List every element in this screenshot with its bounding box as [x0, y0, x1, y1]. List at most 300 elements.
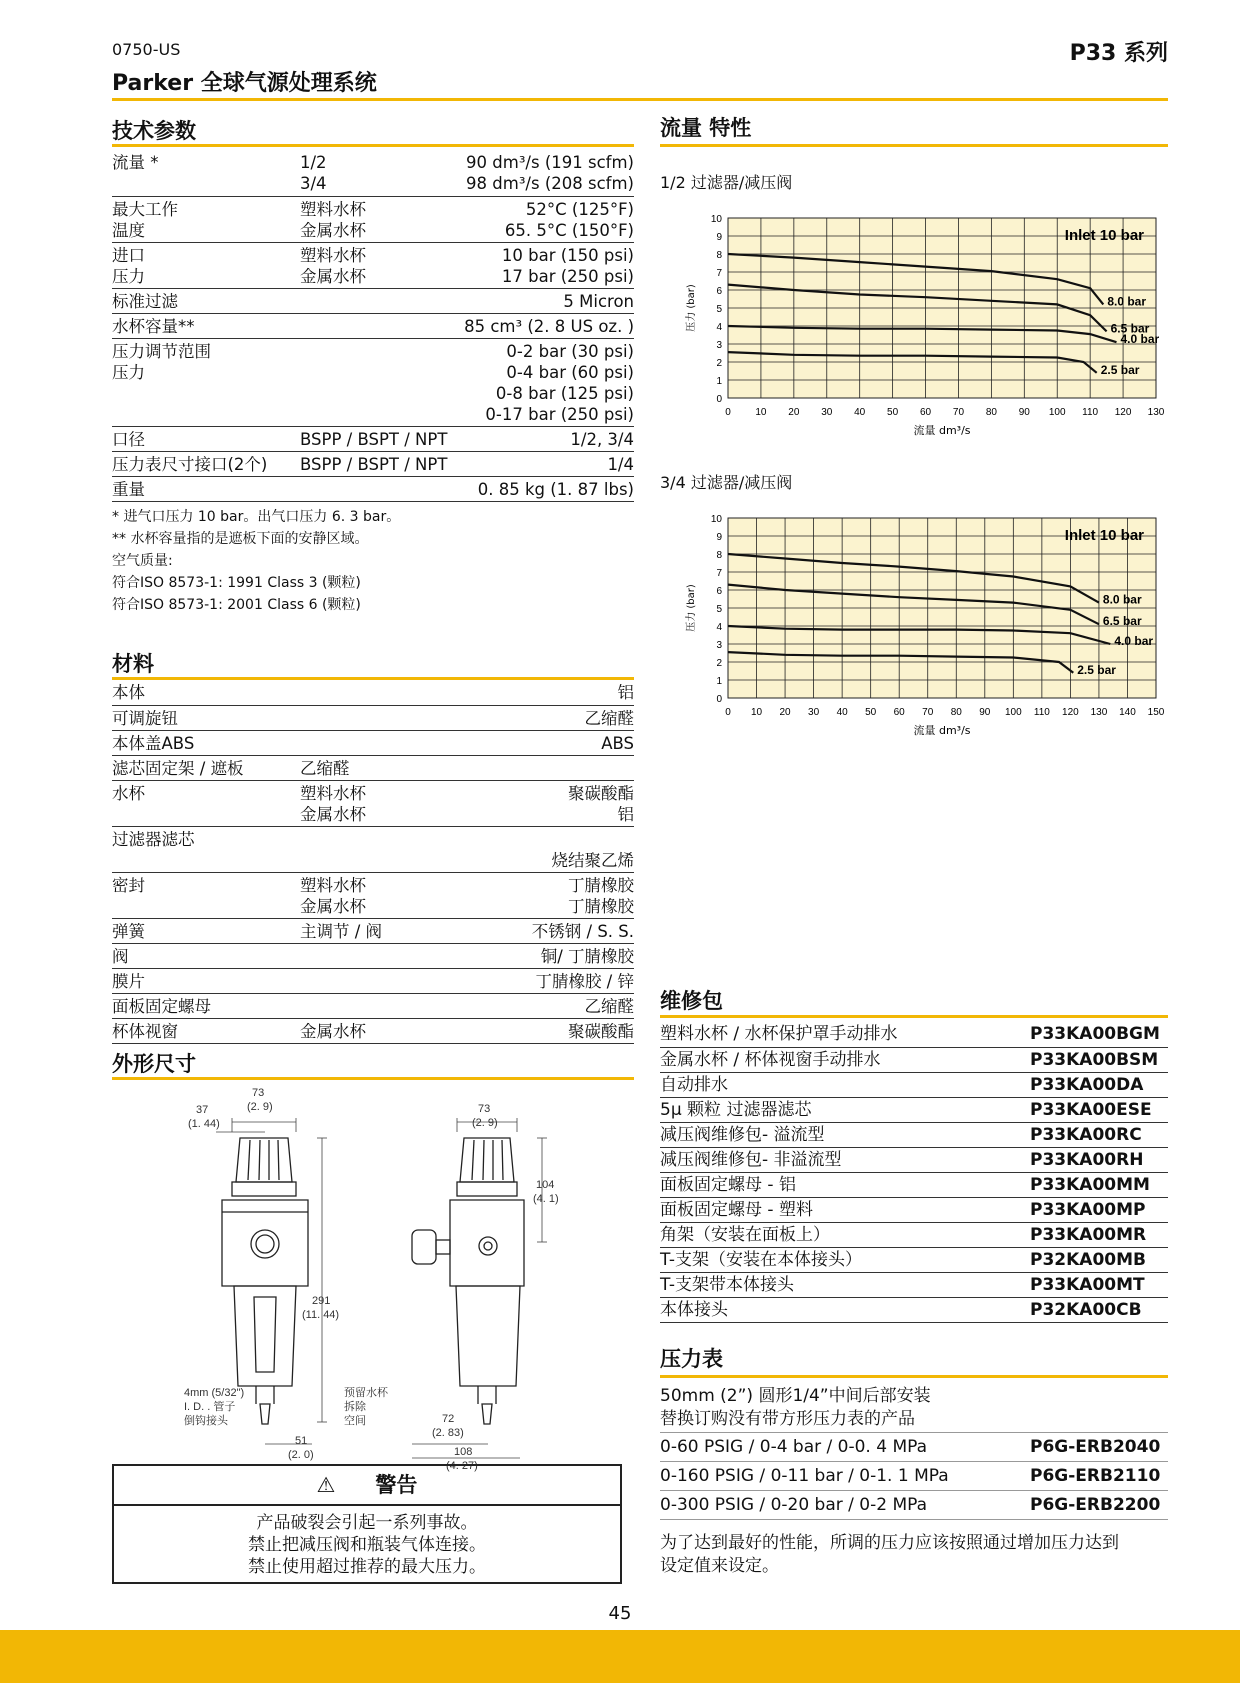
materials-row: [112, 993, 634, 1018]
removal-label-1: 预留水杯: [344, 1387, 388, 1399]
y-tick-label: 7: [716, 568, 722, 579]
kit-name: 塑料水杯 / 水杯保护罩手动排水: [660, 1024, 898, 1044]
materials-c1: [112, 708, 178, 729]
kit-code: P32KA00MB: [1030, 1250, 1146, 1270]
materials-c1: [112, 829, 195, 871]
materials-c2: [300, 875, 366, 917]
materials-cell-text: 弹簧: [112, 922, 145, 941]
warning-title: 警告: [375, 1473, 418, 1497]
dim-72-in: (2. 83): [432, 1427, 464, 1439]
warning-line: 禁止使用超过推荐的最大压力。: [248, 1557, 486, 1577]
gauges-desc-1: 50mm (2”) 圆形1/4”中间后部安装: [660, 1386, 931, 1406]
materials-cell-text: 金属水杯: [300, 805, 366, 824]
specs-c1: [112, 454, 267, 475]
dim-73-front-in: (2. 9): [247, 1101, 273, 1113]
specs-row: [112, 150, 634, 196]
gauge-row: [660, 1490, 1168, 1519]
y-axis-label: 压力 (bar): [686, 284, 697, 332]
x-tick-label: 30: [821, 407, 833, 418]
materials-cell-text: 金属水杯: [300, 897, 366, 916]
y-tick-label: 10: [710, 214, 722, 225]
specs-cell-text: BSPP / BSPT / NPT: [300, 430, 448, 449]
materials-c2: [300, 758, 350, 779]
kit-row: [660, 1297, 1168, 1322]
y-tick-label: 3: [716, 640, 722, 651]
dim-37: 37: [196, 1104, 209, 1116]
specs-c1: [112, 199, 178, 241]
materials-c3: [112, 875, 634, 917]
kit-code: P33KA00BGM: [1030, 1024, 1160, 1044]
specs-c1: [112, 479, 145, 500]
specs-cell-text: 1/2: [300, 153, 327, 172]
specs-cell-text: 压力表尺寸接口(2个): [112, 455, 268, 474]
series-label: 2.5 bar: [1100, 362, 1140, 377]
removal-label-3: 空间: [344, 1415, 366, 1427]
y-tick-label: 5: [716, 604, 722, 615]
materials-c2: [300, 1021, 366, 1042]
kits-table: [660, 1022, 1168, 1323]
series-label: 2.5 bar: [1077, 662, 1116, 677]
x-tick-label: 90: [1018, 407, 1030, 418]
specs-cell-text: 0-8 bar (125 psi): [495, 384, 634, 403]
flow-chart-three-quarter-inch: [660, 510, 1168, 750]
footer-bar: [0, 1630, 1240, 1683]
specs-cell-text: 0-4 bar (60 psi): [506, 363, 634, 382]
kit-code: P33KA00MR: [1030, 1225, 1147, 1245]
materials-cell-text: 烧结聚乙烯: [551, 851, 634, 870]
specs-c3: [112, 199, 634, 241]
materials-cell-text: ABS: [601, 734, 634, 753]
materials-row: [112, 730, 634, 755]
materials-cell-text: 杯体视窗: [112, 1022, 178, 1041]
x-tick-label: 100: [1048, 407, 1066, 418]
materials-cell-text: 聚碳酸酯: [568, 784, 634, 803]
gauge-range: 0-160 PSIG / 0-11 bar / 0-1. 1 MPa: [660, 1466, 949, 1486]
materials-row: [112, 780, 634, 826]
materials-cell-text: 塑料水杯: [300, 784, 366, 803]
specs-c3: [112, 479, 634, 500]
series-label: 6.5 bar: [1110, 321, 1150, 336]
specs-cell-text: 1/4: [607, 455, 634, 474]
x-tick-label: 150: [1147, 707, 1165, 718]
y-axis-label: 压力 (bar): [686, 584, 697, 632]
specs-c2: [300, 152, 327, 194]
materials-cell-text: 铜/ 丁腈橡胶: [540, 947, 634, 966]
materials-c1: [112, 971, 145, 992]
specs-cell-text: 1/2, 3/4: [570, 430, 634, 449]
kit-row: [660, 1047, 1168, 1072]
series-title: P33 系列: [1069, 41, 1168, 66]
specs-c3: [112, 152, 634, 194]
y-tick-label: 2: [716, 658, 722, 669]
materials-cell-text: 铝: [617, 683, 634, 702]
materials-cell-text: 密封: [112, 876, 145, 895]
kit-name: 本体接头: [660, 1300, 728, 1320]
materials-cell-text: 可调旋钮: [112, 709, 178, 728]
specs-cell-text: 98 dm³/s (208 scfm): [466, 174, 634, 193]
x-tick-label: 90: [979, 707, 991, 718]
warning-line: 禁止把减压阀和瓶装气体连接。: [248, 1535, 486, 1555]
kit-code: P33KA00RH: [1030, 1150, 1144, 1170]
specs-bottom-rule: [112, 501, 634, 502]
x-tick-label: 50: [865, 707, 877, 718]
gauges-footnote-1: 为了达到最好的性能，所调的压力应该按照通过增加压力达到: [660, 1533, 1119, 1553]
specs-cell-text: 85 cm³ (2. 8 US oz. ): [464, 317, 634, 336]
gauge-row: [660, 1461, 1168, 1490]
kit-name: 自动排水: [660, 1075, 728, 1095]
y-tick-label: 0: [716, 694, 722, 705]
kit-row: [660, 1122, 1168, 1147]
kits-bottom-rule: [660, 1322, 1168, 1323]
kit-code: P33KA00BSM: [1030, 1050, 1159, 1070]
x-tick-label: 70: [952, 407, 965, 418]
dim-73-side-in: (2. 9): [472, 1117, 498, 1129]
specs-cell-text: 17 bar (250 psi): [501, 267, 634, 286]
dim-72: 72: [442, 1413, 455, 1425]
materials-title: 材料: [112, 652, 154, 676]
specs-cell-text: 塑料水杯: [300, 246, 366, 265]
materials-cell-text: 过滤器滤芯: [112, 830, 195, 849]
specs-cell-text: 压力调节范围: [112, 342, 211, 361]
dim-51: 51: [295, 1435, 308, 1447]
specs-cell-text: 0-2 bar (30 psi): [506, 342, 634, 361]
y-tick-label: 6: [716, 586, 722, 597]
gauges-desc-2: 替换订购没有带方形压力表的产品: [660, 1409, 915, 1429]
document-code: 0750-US: [112, 40, 181, 59]
y-tick-label: 0: [716, 394, 722, 405]
specs-cell-text: 金属水杯: [300, 221, 366, 240]
specs-title: 技术参数: [112, 119, 196, 143]
y-tick-label: 7: [716, 268, 722, 279]
specs-cell-text: 最大工作: [112, 200, 178, 219]
warning-header: [114, 1466, 620, 1506]
dimension-drawing: [112, 1082, 632, 1472]
chart2-title: 3/4 过滤器/减压阀: [660, 473, 793, 492]
dim-104-in: (4. 1): [533, 1193, 559, 1205]
materials-cell-text: 乙缩醛: [584, 709, 634, 728]
kit-row: [660, 1147, 1168, 1172]
materials-cell-text: 塑料水杯: [300, 876, 366, 895]
specs-c1: [112, 291, 178, 312]
materials-c2: [300, 921, 382, 942]
materials-cell-text: 膜片: [112, 972, 145, 991]
x-tick-label: 130: [1147, 407, 1165, 418]
x-tick-label: 30: [808, 707, 820, 718]
materials-cell-text: 丁腈橡胶 / 锌: [535, 972, 634, 991]
kit-name: 减压阀维修包- 非溢流型: [660, 1150, 842, 1170]
specs-row: [112, 451, 634, 476]
x-tick-label: 40: [836, 707, 848, 718]
dim-73-front: 73: [252, 1087, 265, 1099]
materials-c1: [112, 946, 129, 967]
materials-row: [112, 680, 634, 705]
specs-row: [112, 196, 634, 242]
gauges-footnote-2: 设定值来设定。: [660, 1556, 779, 1576]
x-tick-label: 140: [1119, 707, 1136, 718]
specs-row: [112, 476, 634, 501]
specs-note: 空气质量:: [112, 553, 173, 569]
specs-cell-text: 5 Micron: [563, 292, 634, 311]
warning-line: 产品破裂会引起一系列事故。: [256, 1513, 478, 1533]
specs-c1: [112, 429, 145, 450]
specs-c1: [112, 341, 211, 383]
kit-row: [660, 1172, 1168, 1197]
materials-row: [112, 872, 634, 918]
materials-cell-text: 聚碳酸酯: [568, 1022, 634, 1041]
materials-cell-text: 丁腈橡胶: [568, 897, 634, 916]
materials-c2: [300, 783, 366, 825]
gauge-code: P6G-ERB2040: [1030, 1437, 1161, 1457]
materials-c3: [112, 971, 634, 992]
x-tick-label: 80: [985, 407, 997, 418]
kit-name: 面板固定螺母 - 铝: [660, 1175, 796, 1195]
y-tick-label: 4: [716, 322, 722, 333]
kit-row: [660, 1022, 1168, 1047]
materials-c3: [112, 783, 634, 825]
specs-cell-text: 温度: [112, 221, 145, 240]
gauge-code: P6G-ERB2110: [1030, 1466, 1161, 1486]
removal-label-2: 拆除: [344, 1401, 366, 1413]
specs-cell-text: 金属水杯: [300, 267, 366, 286]
kit-code: P33KA00MT: [1030, 1275, 1145, 1295]
specs-c2: [300, 245, 366, 287]
y-tick-label: 9: [716, 232, 722, 243]
kit-code: P32KA00CB: [1030, 1300, 1142, 1320]
x-tick-label: 20: [788, 407, 800, 418]
materials-c1: [112, 682, 145, 703]
materials-row: [112, 943, 634, 968]
x-tick-label: 80: [950, 707, 962, 718]
dim-73-side: 73: [478, 1103, 491, 1115]
series-label: 4.0 bar: [1120, 332, 1160, 347]
y-tick-label: 9: [716, 532, 722, 543]
gauges-table: [660, 1432, 1168, 1520]
warning-triangle-icon: ⚠: [316, 1473, 336, 1497]
specs-cell-text: 压力: [112, 267, 145, 286]
gauge-range: 0-300 PSIG / 0-20 bar / 0-2 MPa: [660, 1495, 928, 1515]
materials-cell-text: 不锈钢 / S. S.: [531, 922, 634, 941]
kit-code: P33KA00ESE: [1030, 1100, 1152, 1120]
dim-104: 104: [536, 1179, 555, 1191]
materials-c1: [112, 733, 194, 754]
barb-label-1: 4mm (5/32"): [184, 1387, 245, 1399]
specs-cell-text: 水杯容量**: [112, 317, 195, 336]
x-tick-label: 120: [1062, 707, 1079, 718]
materials-bottom-rule: [112, 1043, 634, 1044]
y-tick-label: 4: [716, 622, 722, 633]
kits-rule: [660, 1015, 1168, 1018]
kit-row: [660, 1272, 1168, 1297]
specs-cell-text: 标准过滤: [112, 292, 178, 311]
kit-row: [660, 1222, 1168, 1247]
materials-c1: [112, 921, 145, 942]
x-tick-label: 10: [755, 407, 767, 418]
materials-c1: [112, 783, 145, 804]
x-tick-label: 60: [893, 707, 905, 718]
warning-box: [112, 1464, 622, 1584]
kit-row: [660, 1197, 1168, 1222]
materials-cell-text: 本体盖ABS: [112, 734, 195, 753]
materials-cell-text: 本体: [112, 683, 145, 702]
materials-c3: [112, 1021, 634, 1042]
specs-note: 符合ISO 8573-1: 2001 Class 6 (颗粒): [112, 597, 361, 613]
x-tick-label: 130: [1090, 707, 1108, 718]
kit-row: [660, 1072, 1168, 1097]
gauges-bottom-rule: [660, 1519, 1168, 1520]
series-label: 8.0 bar: [1107, 294, 1147, 309]
specs-note: 符合ISO 8573-1: 1991 Class 3 (颗粒): [112, 575, 361, 591]
kit-name: T-支架（安装在本体接头）: [660, 1250, 862, 1270]
kit-code: P33KA00MM: [1030, 1175, 1150, 1195]
page-number: 45: [608, 1603, 632, 1624]
specs-table: [112, 150, 634, 502]
specs-note: * 进气口压力 10 bar。出气口压力 6. 3 bar。: [112, 509, 401, 525]
x-tick-label: 50: [887, 407, 899, 418]
series-label: 8.0 bar: [1102, 592, 1142, 607]
x-axis-label: 流量 dm³/s: [913, 724, 971, 737]
materials-cell-text: [112, 850, 195, 871]
barb-label-2: I. D. . 管子: [184, 1401, 236, 1413]
materials-row: [112, 968, 634, 993]
specs-c2: [300, 199, 366, 241]
kit-code: P33KA00MP: [1030, 1200, 1146, 1220]
materials-cell-text: 主调节 / 阀: [300, 922, 383, 941]
specs-row: [112, 288, 634, 313]
x-tick-label: 120: [1114, 407, 1132, 418]
flow-chart-half-inch: [660, 210, 1168, 450]
kit-name: 面板固定螺母 - 塑料: [660, 1200, 813, 1220]
dim-291: 291: [312, 1295, 331, 1307]
y-tick-label: 8: [716, 250, 722, 261]
specs-row: [112, 426, 634, 451]
kit-name: 金属水杯 / 杯体视窗手动排水: [660, 1050, 881, 1070]
dim-37-in: (1. 44): [188, 1118, 220, 1130]
y-tick-label: 8: [716, 550, 722, 561]
kit-code: P33KA00DA: [1030, 1075, 1144, 1095]
gauge-code: P6G-ERB2200: [1030, 1495, 1161, 1515]
specs-cell-text: 重量: [112, 480, 145, 499]
x-tick-label: 70: [922, 707, 934, 718]
materials-cell-text: 滤芯固定架 / 遮板: [112, 759, 244, 778]
materials-cell-text: 阀: [112, 947, 129, 966]
specs-c1: [112, 152, 159, 173]
gauges-rule: [660, 1375, 1168, 1378]
specs-cell-text: 压力: [112, 363, 145, 382]
y-tick-label: 2: [716, 358, 722, 369]
specs-row: [112, 338, 634, 426]
flow-title: 流量 特性: [660, 116, 752, 140]
x-tick-label: 100: [1004, 707, 1022, 718]
specs-cell-text: 3/4: [300, 174, 327, 193]
inlet-annotation: Inlet 10 bar: [1064, 227, 1144, 244]
x-axis-label: 流量 dm³/s: [913, 424, 971, 437]
x-tick-label: 110: [1033, 707, 1050, 718]
materials-c3: [112, 946, 634, 967]
materials-row: [112, 1018, 634, 1043]
x-tick-label: 60: [919, 407, 932, 418]
dim-291-in: (11. 44): [302, 1309, 340, 1321]
dim-108: 108: [454, 1446, 473, 1458]
specs-cell-text: 口径: [112, 430, 145, 449]
materials-c3: [112, 682, 634, 703]
specs-note: ** 水杯容量指的是遮板下面的安静区域。: [112, 531, 369, 547]
specs-cell-text: 0-17 bar (250 psi): [485, 405, 634, 424]
inlet-annotation: Inlet 10 bar: [1064, 527, 1144, 544]
dim-108-in: (4. 27): [446, 1460, 478, 1472]
y-tick-label: 3: [716, 340, 722, 351]
specs-c1: [112, 245, 145, 287]
specs-c3: [112, 245, 634, 287]
x-tick-label: 10: [750, 707, 763, 718]
materials-table: [112, 680, 634, 1044]
y-tick-label: 1: [716, 676, 722, 687]
specs-cell-text: 65. 5°C (150°F): [504, 221, 634, 240]
gauges-description: [660, 1385, 931, 1431]
x-tick-label: 40: [854, 407, 866, 418]
kit-row: [660, 1097, 1168, 1122]
chart1-title: 1/2 过滤器/减压阀: [660, 173, 793, 192]
kits-title: 维修包: [660, 989, 723, 1013]
x-tick-label: 0: [725, 707, 731, 718]
gauge-range: 0-60 PSIG / 0-4 bar / 0-0. 4 MPa: [660, 1437, 928, 1457]
barb-label-3: 倒钩接头: [184, 1415, 228, 1427]
materials-c1: [112, 758, 244, 779]
specs-notes: [112, 506, 400, 616]
materials-cell-text: 铝: [617, 805, 634, 824]
materials-row: [112, 755, 634, 780]
specs-cell-text: BSPP / BSPT / NPT: [300, 455, 448, 474]
materials-cell-text: 丁腈橡胶: [568, 876, 634, 895]
y-tick-label: 10: [710, 514, 722, 525]
specs-c2: [300, 429, 447, 450]
x-tick-label: 0: [725, 407, 731, 418]
document-title: Parker 全球气源处理系统: [112, 71, 377, 96]
kit-name: 角架（安装在面板上）: [660, 1225, 830, 1245]
specs-cell-text: 10 bar (150 psi): [501, 246, 634, 265]
specs-c3: [112, 291, 634, 312]
x-tick-label: 110: [1082, 407, 1099, 418]
specs-cell-text: 流量 *: [112, 153, 159, 172]
dim-51-in: (2. 0): [288, 1449, 314, 1461]
materials-cell-text: 乙缩醛: [584, 997, 634, 1016]
specs-cell-text: 进口: [112, 246, 145, 265]
specs-row: [112, 242, 634, 288]
specs-c2: [300, 454, 447, 475]
series-label: 4.0 bar: [1114, 634, 1154, 648]
x-tick-label: 20: [779, 707, 791, 718]
flow-rule: [660, 144, 1168, 147]
kit-row: [660, 1247, 1168, 1272]
y-tick-label: 1: [716, 376, 722, 387]
specs-c1: [112, 316, 195, 337]
y-tick-label: 5: [716, 304, 722, 315]
materials-cell-text: 乙缩醛: [300, 759, 350, 778]
materials-c1: [112, 996, 211, 1017]
header-rule: [112, 98, 1168, 101]
materials-row: [112, 705, 634, 730]
gauge-row: [660, 1432, 1168, 1461]
specs-row: [112, 313, 634, 338]
materials-c3: [112, 708, 634, 729]
dimensions-rule: [112, 1077, 634, 1080]
kit-code: P33KA00RC: [1030, 1125, 1142, 1145]
y-tick-label: 6: [716, 286, 722, 297]
series-label: 6.5 bar: [1102, 614, 1142, 629]
specs-cell-text: 塑料水杯: [300, 200, 366, 219]
kit-name: T-支架带本体接头: [660, 1275, 794, 1295]
gauges-title: 压力表: [660, 1347, 723, 1371]
specs-rule: [112, 144, 634, 147]
